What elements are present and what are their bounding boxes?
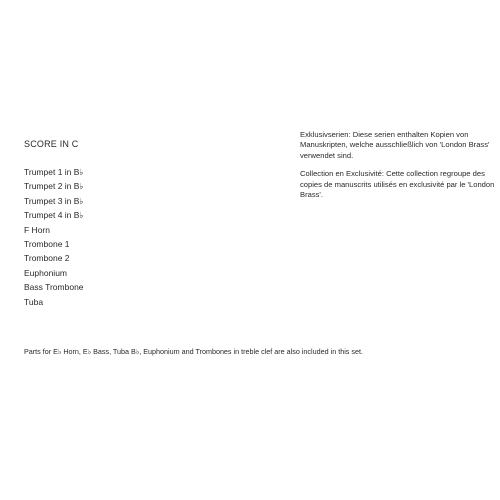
instrument-bass-trombone: Bass Trombone: [24, 282, 84, 293]
score-heading: SCORE IN C: [24, 139, 79, 149]
instrument-trumpet-4: Trumpet 4 in B♭: [24, 210, 84, 221]
instrument-list: [24, 165, 84, 309]
instrument-trumpet-2: Trumpet 2 in B♭: [24, 181, 84, 192]
instrument-trumpet-1: Trumpet 1 in B♭: [24, 167, 84, 177]
instrument-trombone-2: Trombone 2: [24, 253, 70, 264]
parts-note: Parts for E♭ Horn, E♭ Bass, Tuba B♭, Euphonium and Trombones in treble clef are also included in this set.: [24, 347, 363, 356]
instrument-trumpet-3: Trumpet 3 in B♭: [24, 195, 84, 206]
exclusivity-notes: [300, 130, 496, 208]
german-note: Exklusivserien: Diese serien enthalten Kopien von Manuskripten, welche ausschließlich von 'London Brass' verwendet sind.: [300, 130, 490, 160]
instrument-euphonium: Euphonium: [24, 267, 68, 278]
instrument-tuba: Tuba: [24, 296, 44, 307]
french-note: Collection en Exclusivité: Cette collection regroupe des copies de manuscrits utilisés en exclusivité par le 'London Brass'.: [300, 169, 495, 200]
instrument-trombone-1: Trombone 1: [24, 238, 70, 249]
instrument-f-horn: F Horn: [24, 224, 50, 235]
